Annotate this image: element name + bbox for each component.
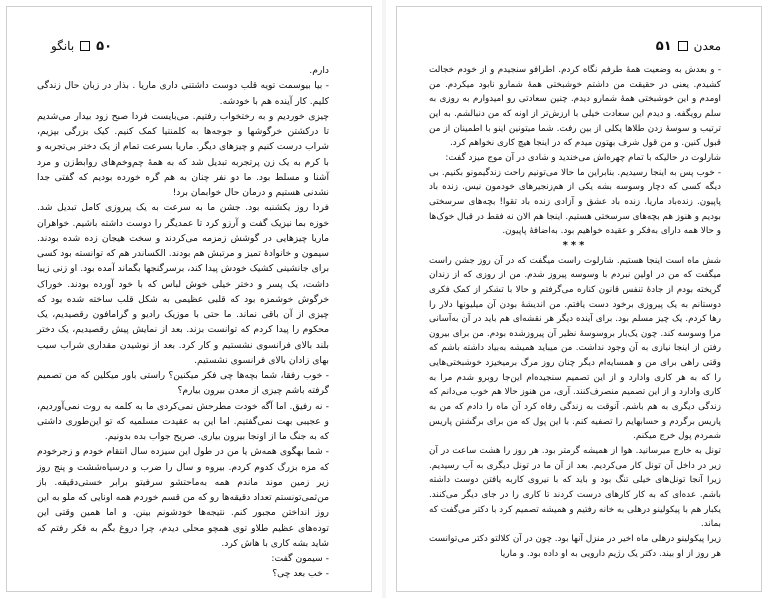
running-title: بانگو	[51, 39, 75, 53]
paragraph: - خوب رفقا، شما بچه‌ها چی فکر میکنین؟ راستی باور میکلین که من تصمیم گرفته باشم چیزی از معدن بیرون بیارم؟	[37, 370, 329, 397]
running-title: معدن	[693, 39, 721, 53]
paragraph: دارم.	[309, 65, 329, 76]
paragraph: شش ماه است اینجا هستیم. شارلوت راست میگفت که در آن روز جشن راست میگفت که من در اولین نبردم با وسوسه پیروز شدم. من از روزی که از زندان گریخته بودم از جادهٔ تنفس قانون کناره می‌گرفتم و حالا با تشکر از کمک فکری دوستانم به یک پیروزی برخود دست یافتم. من اندیشهٔ بودن آن میلیونها دلار را رها کردم. یک چیز مسلم بود. برای آینده دیگر هر نقشه‌ای هم باید در آن به‌آسانی مرا وسوسه کند. چون یک‌بار بروسوسهٔ نظیر آن پیروزشده بودم. من برای بیرون رفتن از اینجا نیازی به آن وجود نداشت. من میباید همیشه به‌بیاد داشته باشم که وقتی راهی برای من و همسایه‌ام دیگر چنان روز مرگ برمیخیزد خوشبختی‌هایی را که به هر کاری وادارد و از این تصمیم سنجیده‌ام این‌جا روبرو شدم مرا به کاری وادارد و از این تصمیم منصرف‌کنند. آری، من هنوز حالا هم خوب می‌دانم که زندگی دیگری به هم باشم. آنوقت به زندگی رفاه کرد آن ماه را دادم که من به پاریس برگردم و حسابهایم را تصفیه کنم. با این پول که من برای برگشتن پاریس شمردم پول خرج میکنم.	[429, 255, 721, 442]
left-page-body	[37, 63, 329, 582]
paragraph: - خوب پس به اینجا رسیدیم. بنابراین ما حالا می‌تونیم راحت زندگیمونو بکنیم. بی دیگه کسی که دچار وسوسه بشه یکی از هم‌زنجیرهای خودمون نیس. زنده باد پاپیون. زنده‌باد ماریا. زنده باد عشق و آزادی زنده باد تقوا! بچه‌های سرسختی بودیم و هنوز هم بچه‌های سرسختی هستیم. اینجا هم الان نه فقط در قبال خوک‌ها و حالا همه دارای به‌فکر و عقیده خواهیم بود. به‌اضافهٔ پاپیون.	[429, 167, 721, 237]
paragraph: - و بعدش به وضعیت همهٔ طرفم نگاه کردم. اطرافو سنجیدم و از خودم خجالت کشیدم. یعنی در حقیقت من داشتم خوشبختی همهٔ شمارو نابود میکردم. من اومدم و این خوشبختی همهٔ شمارو دیدم. چنین سعادتی رو امیدوارم به روزی به سلم رویگفه. و دیدم این سعادت خیلی با ارزش‌تر از اونه که من دنبالشم. به این ترتیب و سوسهٔ زدن طلاها یکلی از بین رفت. شما میتونین اینو با اطمینان از من قبول کنین. و من قول شرف بهتون میدم که در اینجا هیچ کاری نخواهم کرد.	[429, 65, 721, 149]
square-icon	[80, 41, 90, 51]
right-page-header	[437, 37, 721, 55]
paragraph: چیزی خوردیم و به رختخواب رفتیم. می‌بایست فردا صبح زود بیدار می‌شدیم تا درکشتن خرگوشها و جوجه‌ها به کلمنتیا کمک کنیم. کیک بزرگی بپزیم، شراب درست کنیم و چیزهای دیگر. ماریا بسرعت تمام از یک دختر بی‌تجربه و با کرم به یک زن پرتجربه تبدیل شد که به همهٔ چم‌وخم‌های روابط‌زن و مرد آشنا و مسلط بود. ما دو نفر چنان به هم گره خورده بودیم که گفتی جدا نشدنی هستیم و درمان حال خوابمان برد!	[37, 110, 329, 198]
page-gutter	[382, 0, 386, 598]
left-page	[6, 6, 372, 592]
square-icon	[678, 41, 688, 51]
paragraph: - سیمون گفت:	[271, 553, 329, 564]
page-number: ۵۱	[655, 38, 672, 54]
left-page-header	[51, 37, 325, 55]
paragraph: - شما بهگوی همه‌ش یا من در طول این سیزده سال انتقام خودم و زجرخودم که مزه بزرگ کدوم کردم. بیروه و سال را ضرب و درسیاه‌ششت و پنج روز زیر زمین موند ماندم همه به‌ماحتشو سرفیتو برابر خستی‌دقیقه. باز من‌ثمی‌تونستم تعداد دقیقه‌ها رو که من قسم خوردم همه اونایی که ملو به این روز انداختن مجبور کنم. نتیجه‌ها خودشونم بینن. و اما همین وقتی این توده‌های عظیم طلاو توی همچو محلی دیدم، چرا دروغ بگم به فکر رفتم که شاید بشه کاری با هاش کرد.	[37, 446, 329, 549]
right-page	[396, 6, 762, 592]
paragraph: زیرا پیکولینو درهلی ماه اخیر در منزل آنها بود. چون در آن کلالتو دکتر می‌توانست هر روز از او بیند. دکتر یک رژیم دارویی به او داده بود. و ماریا	[429, 534, 721, 559]
paragraph: تونل به خارج میرسانید. هوا از همیشه گرمتر بود. هر روز را هشت ساعت در آن زیر در داخل آن تونل کار می‌کردیم. بعد از آن ما در تونل دیگری به آب رسیدیم. زیرا آنجا تونل‌های خیلی تنگ بود و باید که با نیروی کاربه یافتن دوست داشته باشم. عده‌ای که به کار کارهای درست کردند تا کاری را در جای دیگر می‌کنند. یکبار هم با پیکولینو درهلی به خانه رفتیم و همیشه تصمیم کرد با دکتر می‌گفت که بماند.	[429, 446, 721, 530]
paragraph: - بیا بیوسمت تویه قلب دوست داشتنی داری ماریا . بذار در زبان حال زندگی کلیم. کار آینده هم با خودشه.	[37, 80, 329, 107]
paragraph: شارلوت در حالیکه با تمام چهره‌اش می‌خندید و شادی در آن موج میزد گفت:	[445, 152, 721, 163]
paragraph: - خب بعد چی؟	[272, 568, 329, 580]
paragraph: فردا روز یکشنبه بود. جشن ما به سرعت به یک پیروزی کامل تبدیل شد. خوزه بما نیزیک گفت و آرزو کرد تا عمدیگر را دوست داشته باشیم. خواهران ماریا چیزهایی در گوشش زمزمه می‌کردند و سخت هیجان زده شده بودند. سیمون و خانوادهٔ تمیز و مرتبش هم بودند. الکساندر هم که توانسته بود کسی برای جانشینی کشیک خودش پیدا کند، برسرگنجها بگماند آمده بود. او زنی زیبا داشت، یک پسر و دختر خیلی خوش لباس که با خود آورده بودند. خوراک خرگوش خوشمزه بود که قلبی عظیمی به شکل قلب ساخته شده بود که چیزی از آن باقی نماند. ما حتی با موزیک رادیو و گرامافون رقصیدیم، یک محکوم را پیدا کردم که توانست بزند. بعد از نمایش پیش رقصیدیم، یک دختر بلند بالای فرانسوی نشستیم و کار کرد. بعد از نوشیدن مقداری شراب سیب بهای زادان بالای فرانسوی نشستیم.	[37, 202, 329, 366]
section-separator: ***	[562, 239, 588, 251]
page-number: ۵۰	[96, 38, 113, 54]
paragraph: - نه رفیق. اما آگه خودت مطرحش نمی‌کردی ما به کلمه به روت نمی‌آوردیم، و عجیبی بهت نمی‌گفتیم. اما این به عقیدت مسلمیه که تو این‌طوری داشتی که به جنگ ما از اونجا بیرون بیاری. صریح جواب بده بدونیم.	[37, 400, 329, 442]
right-page-body	[429, 63, 721, 561]
